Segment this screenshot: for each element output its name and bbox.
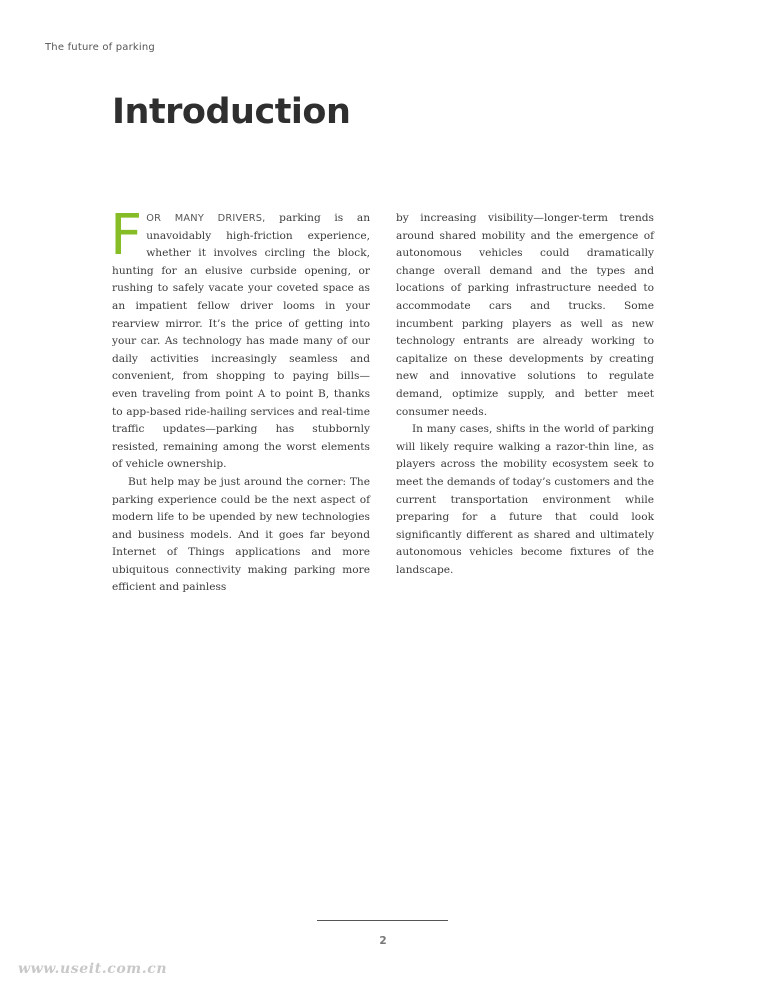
paragraph-1 [110, 203, 371, 474]
page-number: 2 [379, 935, 387, 947]
paragraph-1-text: parking is an unavoidably high-friction experience, whether it involves circling the block, hunting for an elusive curbside opening, or rushing to safely vacate your coveted space as an impatient fellow driver looms in your rearview mirror. It’s the price of getting into your car. As technology has made many of our daily activities increasingly seamless and convenient, from shopping to paying bills—even traveling from point A to point B, thanks to app-based ride-hailing services and real-time traffic updates—parking has stubbornly resisted, remaining among the worst elements of vehicle ownership. [112, 212, 371, 471]
body-column-right [396, 210, 654, 579]
running-header: The future of parking [45, 42, 155, 53]
body-column-left [110, 203, 371, 597]
paragraph-4: In many cases, shifts in the world of parking will likely require walking a razor-thin line, as players across the mobility ecosystem seek to meet the demands of today’s customers and the current transportation environment while preparing for a future that could look significantly different as shared and ultimately autonomous vehicles become fixtures of the landscape. [396, 423, 654, 576]
watermark: www.useit.com.cn [18, 961, 168, 977]
paragraph-2: But help may be just around the corner: The parking experience could be the next aspect of modern life to be upended by new technologies and business models. And it goes far beyond Internet of Things applications and more ubiquitous connectivity making parking more efficient and painless [112, 475, 370, 594]
page-title: Introduction [112, 92, 351, 132]
footer-divider [317, 920, 448, 921]
drop-cap: F [110, 203, 143, 268]
lead-in: OR MANY DRIVERS, [146, 213, 266, 224]
paragraph-3: by increasing visibility—longer-term trends around shared mobility and the emergence of autonomous vehicles could dramatically change overall demand and the types and locations of parking infrastructure needed to accommodate cars and trucks. Some incumbent parking players as well as new technology entrants are already working to capitalize on these developments by creating new and innovative solutions to regulate demand, optimize supply, and better meet consumer needs. [396, 212, 654, 418]
